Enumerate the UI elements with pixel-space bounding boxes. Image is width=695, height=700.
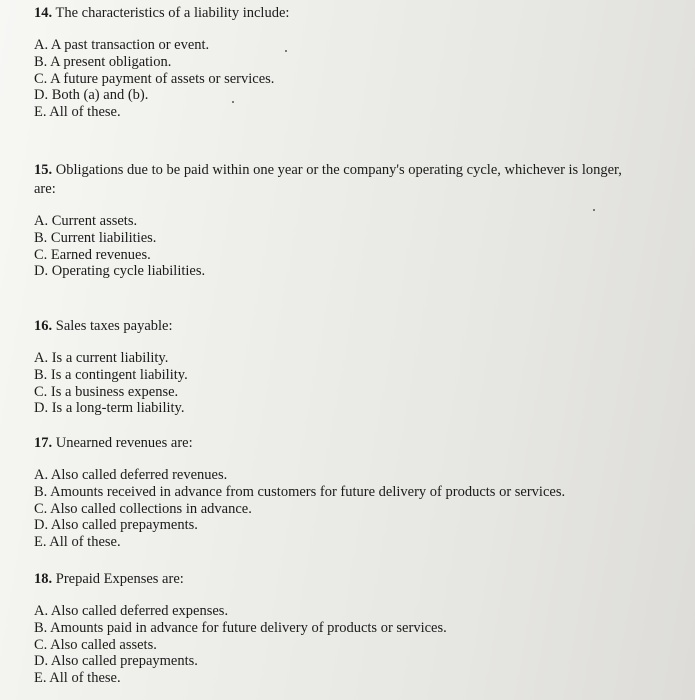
answer-options <box>34 37 644 121</box>
option-a: A. Is a current liability. <box>34 350 169 366</box>
question-16 <box>34 317 644 417</box>
question-text: The characteristics of a liability include: <box>55 5 290 21</box>
question-18 <box>34 570 644 687</box>
answer-options <box>34 350 644 417</box>
option-d: D. Also called prepayments. <box>34 653 198 670</box>
option-a: A. Current assets. <box>34 213 138 229</box>
option-b: B. Amounts paid in advance for future delivery of products or services. <box>34 619 447 636</box>
option-b: B. Amounts received in advance from customers for future delivery of products or services. <box>34 483 566 500</box>
question-stem <box>34 4 644 23</box>
question-text: Prepaid Expenses are: <box>55 571 184 587</box>
answer-options <box>34 467 644 551</box>
question-stem <box>34 317 644 336</box>
option-d: D. Operating cycle liabilities. <box>34 263 206 280</box>
question-number: 15. <box>34 162 53 178</box>
option-b: B. A present obligation. <box>34 53 172 70</box>
option-b: B. Is a contingent liability. <box>34 366 188 383</box>
option-d: D. Both (a) and (b). <box>34 87 149 104</box>
option-a: A. A past transaction or event. <box>34 37 210 53</box>
option-d: D. Is a long-term liability. <box>34 400 185 417</box>
question-stem <box>34 434 644 453</box>
option-d: D. Also called prepayments. <box>34 517 198 534</box>
stray-mark <box>593 209 595 211</box>
option-a: A. Also called deferred expenses. <box>34 603 229 619</box>
option-b: B. Current liabilities. <box>34 229 157 246</box>
question-stem <box>34 570 644 589</box>
option-e: E. All of these. <box>34 534 121 551</box>
answer-options <box>34 213 644 280</box>
question-stem <box>34 161 644 199</box>
question-15 <box>34 161 644 280</box>
option-c: C. A future payment of assets or services. <box>34 70 275 87</box>
question-text: Sales taxes payable: <box>55 318 173 334</box>
question-17 <box>34 434 644 551</box>
option-c: C. Is a business expense. <box>34 383 179 400</box>
question-text: Unearned revenues are: <box>55 435 193 451</box>
question-number: 18. <box>34 571 53 587</box>
answer-options <box>34 603 644 687</box>
stray-mark <box>285 50 287 52</box>
option-c: C. Earned revenues. <box>34 246 151 263</box>
stray-mark <box>232 101 234 103</box>
question-number: 16. <box>34 318 53 334</box>
option-e: E. All of these. <box>34 670 121 687</box>
question-number: 17. <box>34 435 53 451</box>
option-a: A. Also called deferred revenues. <box>34 467 228 483</box>
option-e: E. All of these. <box>34 104 121 121</box>
option-c: C. Also called assets. <box>34 636 157 653</box>
option-c: C. Also called collections in advance. <box>34 500 252 517</box>
question-text: Obligations due to be paid within one year or the company's operating cycle, whichever is longer, are: <box>34 162 622 197</box>
question-number: 14. <box>34 5 53 21</box>
question-14 <box>34 4 644 121</box>
